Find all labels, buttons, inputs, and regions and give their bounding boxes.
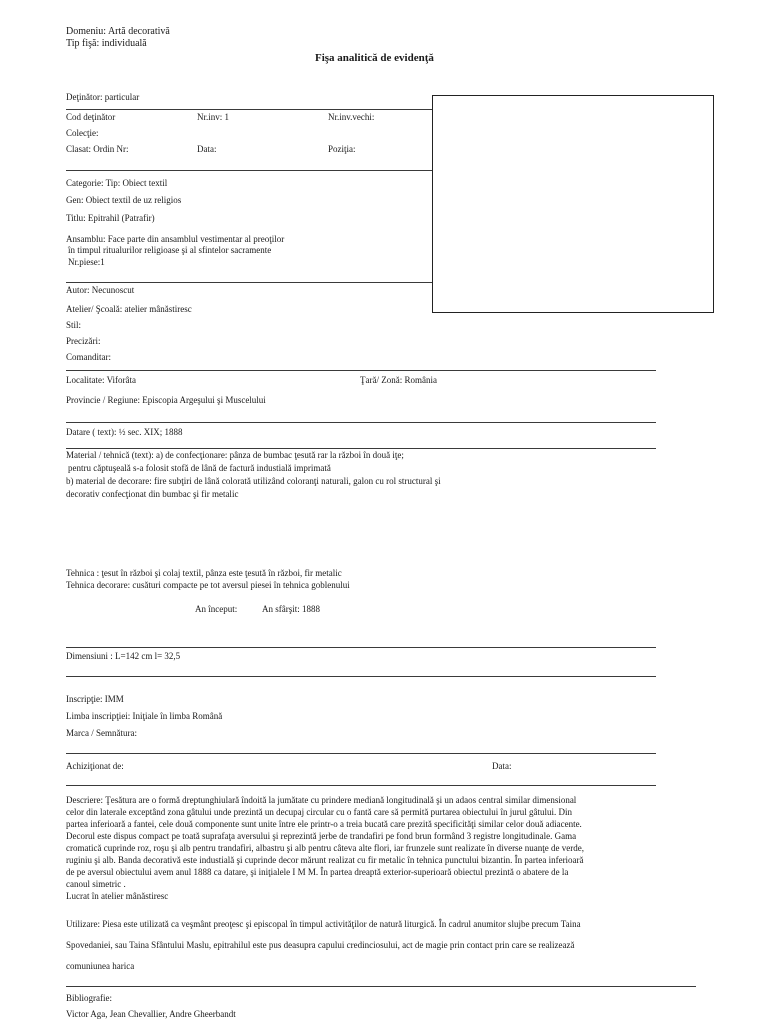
description-line: Lucrat în atelier mânăstiresc xyxy=(66,891,169,901)
title-field: Titlu: Epitrahil (Patrafir) xyxy=(66,213,155,223)
details-field: Precizări: xyxy=(66,336,101,346)
position-field: Poziţia: xyxy=(328,144,356,154)
divider xyxy=(66,676,656,677)
ensemble-field: Ansamblu: Face parte din ansamblul vestimentar al preoţilor xyxy=(66,234,285,244)
divider xyxy=(66,109,432,110)
bibliography-entry: Victor Aga, Jean Chevallier, Andre Gheerbandt xyxy=(66,1009,236,1019)
inventory-number-field: Nr.inv: 1 xyxy=(197,112,230,122)
genre-field: Gen: Obiect textil de uz religios xyxy=(66,195,182,205)
country-field: Ţară/ Zonă: România xyxy=(360,375,437,385)
date-field: Data: xyxy=(197,144,217,154)
holder-code-field: Cod deţinător xyxy=(66,112,116,122)
divider xyxy=(66,282,432,283)
material-field-line: b) material de decorare: fire subţiri de lână colorată utilizând coloranţi naturali, galon cu rol structural şi xyxy=(66,476,441,486)
description-line: Descriere: Ţesătura are o formă dreptunghiulară îndoită la jumătate cu prindere mediană longitudinală şi un adaos central similar dimensional xyxy=(66,795,577,805)
usage-line: comuniunea harica xyxy=(66,961,135,971)
pieces-count-field: Nr.piese:1 xyxy=(68,257,105,267)
old-inventory-number-field: Nr.inv.vechi: xyxy=(328,112,375,122)
usage-line: Spovedaniei, sau Taina Sfântului Maslu, epitrahilul este pus deasupra capului credinciosului, act de magie prin contact prin care se realizează xyxy=(66,940,575,950)
classified-order-field: Clasat: Ordin Nr: xyxy=(66,144,129,154)
material-field: Material / tehnică (text): a) de confecţionare: pânza de bumbac ţesută rar la război în două iţe; xyxy=(66,450,404,460)
locality-field: Localitate: Viforâta xyxy=(66,375,137,385)
inscription-field: Inscripţie: IMM xyxy=(66,694,124,704)
collection-field: Colecţie: xyxy=(66,128,99,138)
material-field-line: decorativ confecţionat din bumbac şi fir metalic xyxy=(66,489,239,499)
inscription-language-field: Limba inscripţiei: Iniţiale în limba Română xyxy=(66,711,223,721)
description-line: canoul simetric . xyxy=(66,879,126,889)
end-year-field: An sfârşit: 1888 xyxy=(262,604,320,614)
dating-field: Datare ( text): ½ sec. XIX; 1888 xyxy=(66,427,183,437)
bibliography-label: Bibliografie: xyxy=(66,993,112,1003)
divider xyxy=(66,753,656,754)
description-line: de pe aversul obiectului avem anul 1888 ca datare, şi iniţialele I M M. În partea dreaptă exterior-superioară obiectul prezintă o abatere de la xyxy=(66,867,569,877)
divider xyxy=(66,448,656,449)
province-field: Provincie / Regiune: Episcopia Argeşului şi Muscelului xyxy=(66,395,266,405)
description-line: cromatică cuprinde roz, roşu şi alb pentru trandafiri, albastru şi alb pentru câteva alte flori, iar frunzele sunt realizate în diverse nuanţe de verde, xyxy=(66,843,585,853)
signature-field: Marca / Semnătura: xyxy=(66,728,137,738)
description-line: ruginiu şi alb. Banda decorativă este industială şi cuprinde decor mărunt realizat cu fir metalic în tehnica punctului bizantin. În partea inferioară xyxy=(66,855,584,865)
domain-label: Domeniu: Artă decorativă xyxy=(66,26,170,37)
divider xyxy=(66,986,696,987)
holder-field: Deţinător: particular xyxy=(66,92,140,102)
usage-line: Utilizare: Piesa este utilizată ca veşmânt preoţesc şi episcopal în timpul activităţilor de natură liturgică. În cadrul anumitor slujbe precum Taina xyxy=(66,919,581,929)
description-line: celor din laterale exceptând zona gâtului unde prezintă un decupaj circular cu o fantă care să permită purtarea obiectului în jurul gâtului. Din xyxy=(66,807,573,817)
category-field: Categorie: Tip: Obiect textil xyxy=(66,178,168,188)
sheet-type-label: Tip fişă: individuală xyxy=(66,38,147,49)
description-line: partea inferioară a fantei, cele două componente sunt unite între ele printr-o a treia bucată care prezită specificităţi similar celor două adiacente. xyxy=(66,819,582,829)
decoration-technique-field: Tehnica decorare: cusături compacte pe tot aversul piesei în tehnica goblenului xyxy=(66,580,350,590)
divider xyxy=(66,370,656,371)
commissioner-field: Comanditar: xyxy=(66,352,111,362)
divider xyxy=(66,785,656,786)
dimensions-field: Dimensiuni : L=142 cm l= 32,5 xyxy=(66,651,181,661)
divider xyxy=(66,422,656,423)
technique-field: Tehnica : ţesut în război şi colaj textil, pânza este ţesută în război, fir metalic xyxy=(66,568,342,578)
workshop-field: Atelier/ Şcoală: atelier mânăstiresc xyxy=(66,304,192,314)
divider xyxy=(66,647,656,648)
acquisition-date-field: Data: xyxy=(492,761,512,771)
page-title: Fişa analitică de evidenţă xyxy=(315,52,434,64)
photo-frame xyxy=(432,95,714,313)
start-year-field: An început: xyxy=(195,604,238,614)
description-line: Decorul este dispus compact pe toată suprafaţa aversului şi reprezintă jerbe de trandafiri pe fond brun formând 3 registre longitudinale. Gama xyxy=(66,831,577,841)
style-field: Stil: xyxy=(66,320,82,330)
author-field: Autor: Necunoscut xyxy=(66,285,135,295)
material-field-line: pentru căptuşeală s-a folosit stofă de lână de factură industială imprimată xyxy=(68,463,331,473)
acquired-by-field: Achiziţionat de: xyxy=(66,761,124,771)
divider xyxy=(66,170,432,171)
ensemble-field-continued: în timpul ritualurilor religioase şi al sfintelor sacramente xyxy=(68,245,272,255)
